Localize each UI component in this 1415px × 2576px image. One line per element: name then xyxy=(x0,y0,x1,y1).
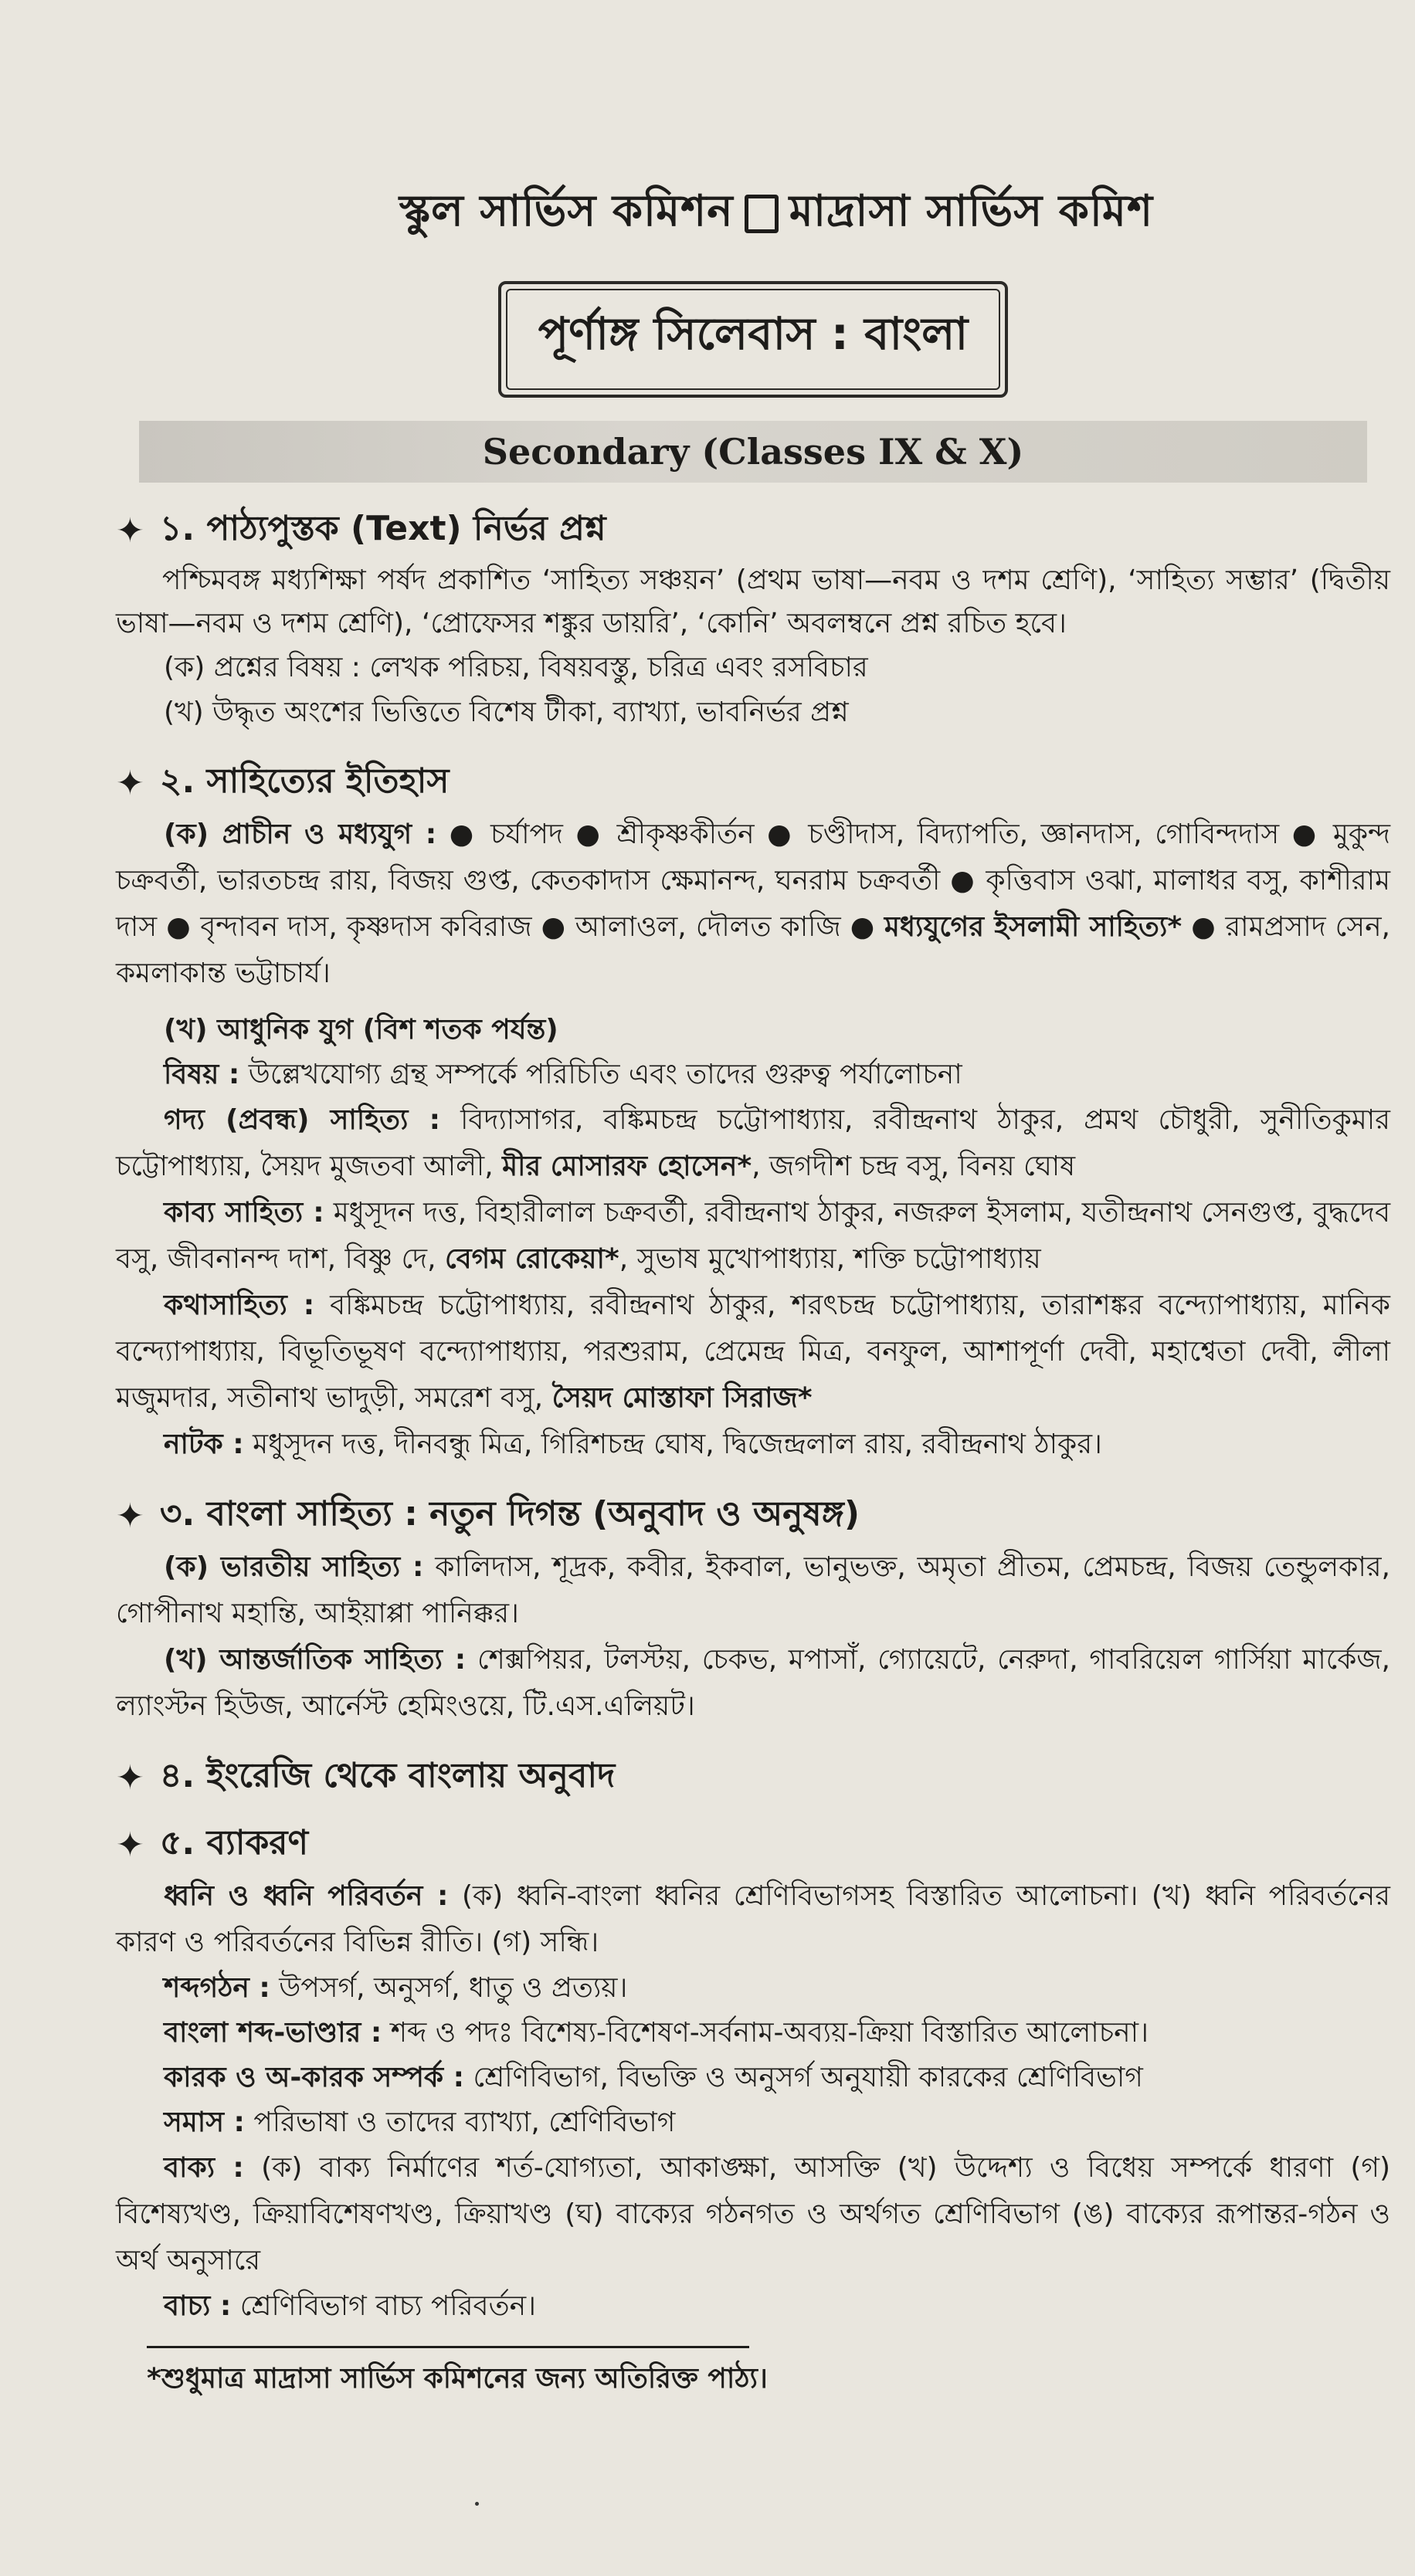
section-1-intro: পশ্চিমবঙ্গ মধ্যশিক্ষা পর্ষদ প্রকাশিত ‘সাহিত্য সঞ্চয়ন’ (প্রথম ভাষা—নবম ও দশম শ্রেণি), ‘সাহিত্য সম্ভার’ (দ্বিতীয় ভাষা—নবম ও দশম শ্রেণি), ‘প্রোফেসর শঙ্কুর ডায়রি’, ‘কোনি’ অবলম্বনে প্রশ্ন রচিত হবে। xyxy=(116,564,1390,639)
label-indian: (ক) ভারতীয় সাহিত্য : xyxy=(164,1551,424,1583)
label-modern-era: (খ) আধুনিক যুগ (বিশ শতক পর্যন্ত) xyxy=(164,1014,558,1046)
label-karak: কারক ও অ-কারক সম্পর্ক : xyxy=(164,2062,465,2093)
label-voice: বাচ্য : xyxy=(164,2290,232,2322)
samas xyxy=(116,2100,1390,2145)
voice xyxy=(116,2284,1390,2329)
section-3 xyxy=(116,1488,1390,1730)
label-fiction: কথাসাহিত্য : xyxy=(164,1290,315,1321)
section-4-heading: ৪. ইংরেজি থেকে বাংলায় অনুবাদ xyxy=(159,1756,616,1795)
ancient-medieval-text: ● চর্যাপদ ● শ্রীকৃষ্ণকীর্তন ● চণ্ডীদাস, বিদ্যাপতি, জ্ঞানদাস, গোবিন্দদাস ● মুকুন্দ চক্রবর্তী, ভারতচন্দ্র রায়, বিজয় গুপ্ত, কেতকাদাস ক্ষেমানন্দ, ঘনরাম চক্রবর্তী ● কৃত্তিবাস ওঝা, মালাধর বসু, কাশীরাম দাস ● বৃন্দাবন দাস, কৃষ্ণদাস কবিরাজ ● আলাওল, দৌলত কাজি ● xyxy=(116,819,1390,943)
star-bullet-icon: ✦ xyxy=(116,1496,144,1536)
section-1-item-a: (ক) প্রশ্নের বিষয় : লেখক পরিচয়, বিষয়বস্তু, চরিত্র এবং রসবিচার xyxy=(164,652,868,683)
section-4 xyxy=(116,1750,1390,1806)
footnote-divider xyxy=(147,2346,749,2348)
label-phonetics: ধ্বনি ও ধ্বনি পরিবর্তন : xyxy=(164,1880,449,1912)
vocabulary-text: শব্দ ও পদঃ বিশেষ্য-বিশেষণ-সর্বনাম-অব্যয়-ক্রিয়া বিস্তারিত আলোচনা। xyxy=(390,2017,1149,2049)
section-1-heading: ১. পাঠ্যপুস্তক (Text) নির্ভর প্রশ্ন xyxy=(159,509,606,548)
poetry-text: মধুসূদন দত্ত, বিহারীলাল চক্রবর্তী, রবীন্দ্রনাথ ঠাকুর, নজরুল ইসলাম, যতীন্দ্রনাথ সেনগুপ্ত, বুদ্ধদেব বসু, জীবনানন্দ দাশ, বিষ্ণু দে, xyxy=(116,1197,1390,1275)
fiction-bold-author: সৈয়দ মোস্তাফা সিরাজ* xyxy=(551,1382,813,1414)
syllabus-title-box xyxy=(498,281,1008,398)
label-samas: সমাস : xyxy=(164,2107,245,2138)
syllabus-title: পূর্ণাঙ্গ সিলেবাস : বাংলা xyxy=(506,289,1000,390)
international-literature xyxy=(116,1637,1390,1730)
label-sentence: বাক্য : xyxy=(164,2152,244,2184)
sentence xyxy=(116,2145,1390,2284)
ancient-medieval-tail: ● রামপ্রসাদ সেন, কমলাকান্ত ভট্টাচার্য। xyxy=(116,911,1391,989)
section-2-item-a xyxy=(116,812,1390,997)
page-speck xyxy=(475,2502,479,2506)
prose-tail: , জগদীশ চন্দ্র বসু, বিনয় ঘোষ xyxy=(752,1151,1076,1182)
footnote: *শুধুমাত্র মাদ্রাসা সার্ভিস কমিশনের জন্য অতিরিক্ত পাঠ্য। xyxy=(147,2363,768,2395)
word-formation-text: উপসর্গ, অনুসর্গ, ধাতু ও প্রত্যয়। xyxy=(279,1972,628,2004)
star-bullet-icon: ✦ xyxy=(116,1825,144,1865)
prose-text: বিদ্যাসাগর, বঙ্কিমচন্দ্র চট্টোপাধ্যায়, রবীন্দ্রনাথ ঠাকুর, প্রমথ চৌধুরী, সুনীতিকুমার চট্টোপাধ্যায়, সৈয়দ মুজতবা আলী, xyxy=(116,1104,1390,1182)
section-2 xyxy=(116,755,1390,1468)
word-formation xyxy=(116,1966,1390,2011)
indian-text: কালিদাস, শূদ্রক, কবীর, ইকবাল, ভানুভক্ত, অমৃতা প্রীতম, প্রেমচন্দ্র, বিজয় তেন্ডুলকার, গোপীনাথ মহান্তি, আইয়াপ্পা পানিক্কর। xyxy=(116,1551,1390,1629)
box-separator-icon xyxy=(745,195,779,233)
poetry-literature xyxy=(116,1190,1390,1283)
drama-text: মধুসূদন দত্ত, দীনবন্ধু মিত্র, গিরিশচন্দ্র ঘোষ, দ্বিজেন্দ্রলাল রায়, রবীন্দ্রনাথ ঠাকুর। xyxy=(253,1429,1102,1460)
section-2-heading: ২. সাহিত্যের ইতিহাস xyxy=(159,761,450,801)
poetry-tail: , সুভাষ মুখোপাধ্যায়, শক্তি চট্টোপাধ্যায় xyxy=(619,1243,1041,1275)
fiction-literature xyxy=(116,1283,1390,1422)
poetry-bold-author: বেগম রোকেয়া* xyxy=(445,1243,619,1275)
prose-bold-author: মীর মোসারফ হোসেন* xyxy=(502,1151,752,1182)
sentence-text: (ক) বাক্য নির্মাণের শর্ত-যোগ্যতা, আকাঙ্ক্ষা, আসক্তি (খ) উদ্দেশ্য ও বিধেয় সম্পর্কে ধারণা (গ) বিশেষ্যখণ্ড, ক্রিয়াবিশেষণখণ্ড, ক্রিয়াখণ্ড (ঘ) বাক্যের গঠনগত ও অর্থগত শ্রেণিবিভাগ (ঙ) বাক্যের রূপান্তর-গঠন ও অর্থ অনুসারে xyxy=(116,2152,1390,2276)
fiction-text: বঙ্কিমচন্দ্র চট্টোপাধ্যায়, রবীন্দ্রনাথ ঠাকুর, শরৎচন্দ্র চট্টোপাধ্যায়, তারাশঙ্কর বন্দ্যোপাধ্যায়, মানিক বন্দ্যোপাধ্যায়, বিভূতিভূষণ বন্দ্যোপাধ্যায়, পরশুরাম, প্রেমেন্দ্র মিত্র, বনফুল, আশাপূর্ণা দেবী, মহাশ্বেতা দেবী, লীলা মজুমদার, সতীনাথ ভাদুড়ী, সমরেশ বসু, xyxy=(116,1290,1390,1414)
star-bullet-icon: ✦ xyxy=(116,1758,144,1798)
title-left: স্কুল সার্ভিস কমিশন xyxy=(399,186,734,236)
class-band: Secondary (Classes IX & X) xyxy=(139,421,1367,483)
voice-text: শ্রেণিবিভাগ বাচ্য পরিবর্তন। xyxy=(239,2290,536,2322)
subject-text: উল্লেখযোগ্য গ্রন্থ সম্পর্কে পরিচিতি এবং তাদের গুরুত্ব পর্যালোচনা xyxy=(248,1059,962,1090)
modern-subject xyxy=(116,1052,1390,1097)
section-2-item-b xyxy=(116,1008,1390,1052)
phonetics xyxy=(116,1873,1390,1966)
karak-text: শ্রেণিবিভাগ, বিভক্তি ও অনুসর্গ অনুযায়ী কারকের শ্রেণিবিভাগ xyxy=(473,2062,1143,2093)
samas-text: পরিভাষা ও তাদের ব্যাখ্যা, শ্রেণিবিভাগ xyxy=(253,2107,676,2138)
section-5 xyxy=(116,1817,1390,2329)
label-drama: নাটক : xyxy=(164,1429,244,1460)
star-bullet-icon: ✦ xyxy=(116,764,144,803)
section-1-item-b: (খ) উদ্ধৃত অংশের ভিত্তিতে বিশেষ টীকা, ব্যাখ্যা, ভাবনির্ভর প্রশ্ন xyxy=(164,697,849,728)
label-poetry: কাব্য সাহিত্য : xyxy=(164,1197,324,1229)
label-vocabulary: বাংলা শব্দ-ভাণ্ডার : xyxy=(164,2017,382,2049)
syllabus-page xyxy=(116,178,1390,2404)
label-subject: বিষয় : xyxy=(164,1059,240,1090)
section-5-heading: ৫. ব্যাকরণ xyxy=(159,1823,309,1863)
drama-literature xyxy=(116,1422,1390,1468)
title-right: মাদ্রাসা সার্ভিস কমিশ xyxy=(789,186,1154,236)
page-title xyxy=(162,178,1390,250)
karak xyxy=(116,2056,1390,2100)
islamic-literature: মধ্যযুগের ইসলামী সাহিত্য* xyxy=(884,911,1183,943)
prose-literature xyxy=(116,1097,1390,1190)
international-text: শেক্সপিয়র, টলস্টয়, চেকভ, মপাসাঁ, গ্যোয়েটে, নেরুদা, গাবরিয়েল গার্সিয়া মার্কেজ, ল্যাংস্টন হিউজ, আর্নেস্ট হেমিংওয়ে, টি.এস.এলিয়ট। xyxy=(116,1644,1390,1722)
label-word-formation: শব্দগঠন : xyxy=(164,1972,270,2004)
section-1 xyxy=(116,503,1390,735)
label-ancient-medieval: (ক) প্রাচীন ও মধ্যযুগ : xyxy=(164,819,437,850)
indian-literature xyxy=(116,1544,1390,1637)
label-prose: গদ্য (প্রবন্ধ) সাহিত্য : xyxy=(164,1104,441,1136)
star-bullet-icon: ✦ xyxy=(116,511,144,551)
section-3-heading: ৩. বাংলা সাহিত্য : নতুন দিগন্ত (অনুবাদ ও অনুষঙ্গ) xyxy=(159,1494,860,1534)
phonetics-text: (ক) ধ্বনি-বাংলা ধ্বনির শ্রেণিবিভাগসহ বিস্তারিত আলোচনা। (খ) ধ্বনি পরিবর্তনের কারণ ও পরিবর্তনের বিভিন্ন রীতি। (গ) সন্ধি। xyxy=(116,1880,1390,1958)
label-international: (খ) আন্তর্জাতিক সাহিত্য : xyxy=(164,1644,467,1676)
vocabulary xyxy=(116,2011,1390,2056)
